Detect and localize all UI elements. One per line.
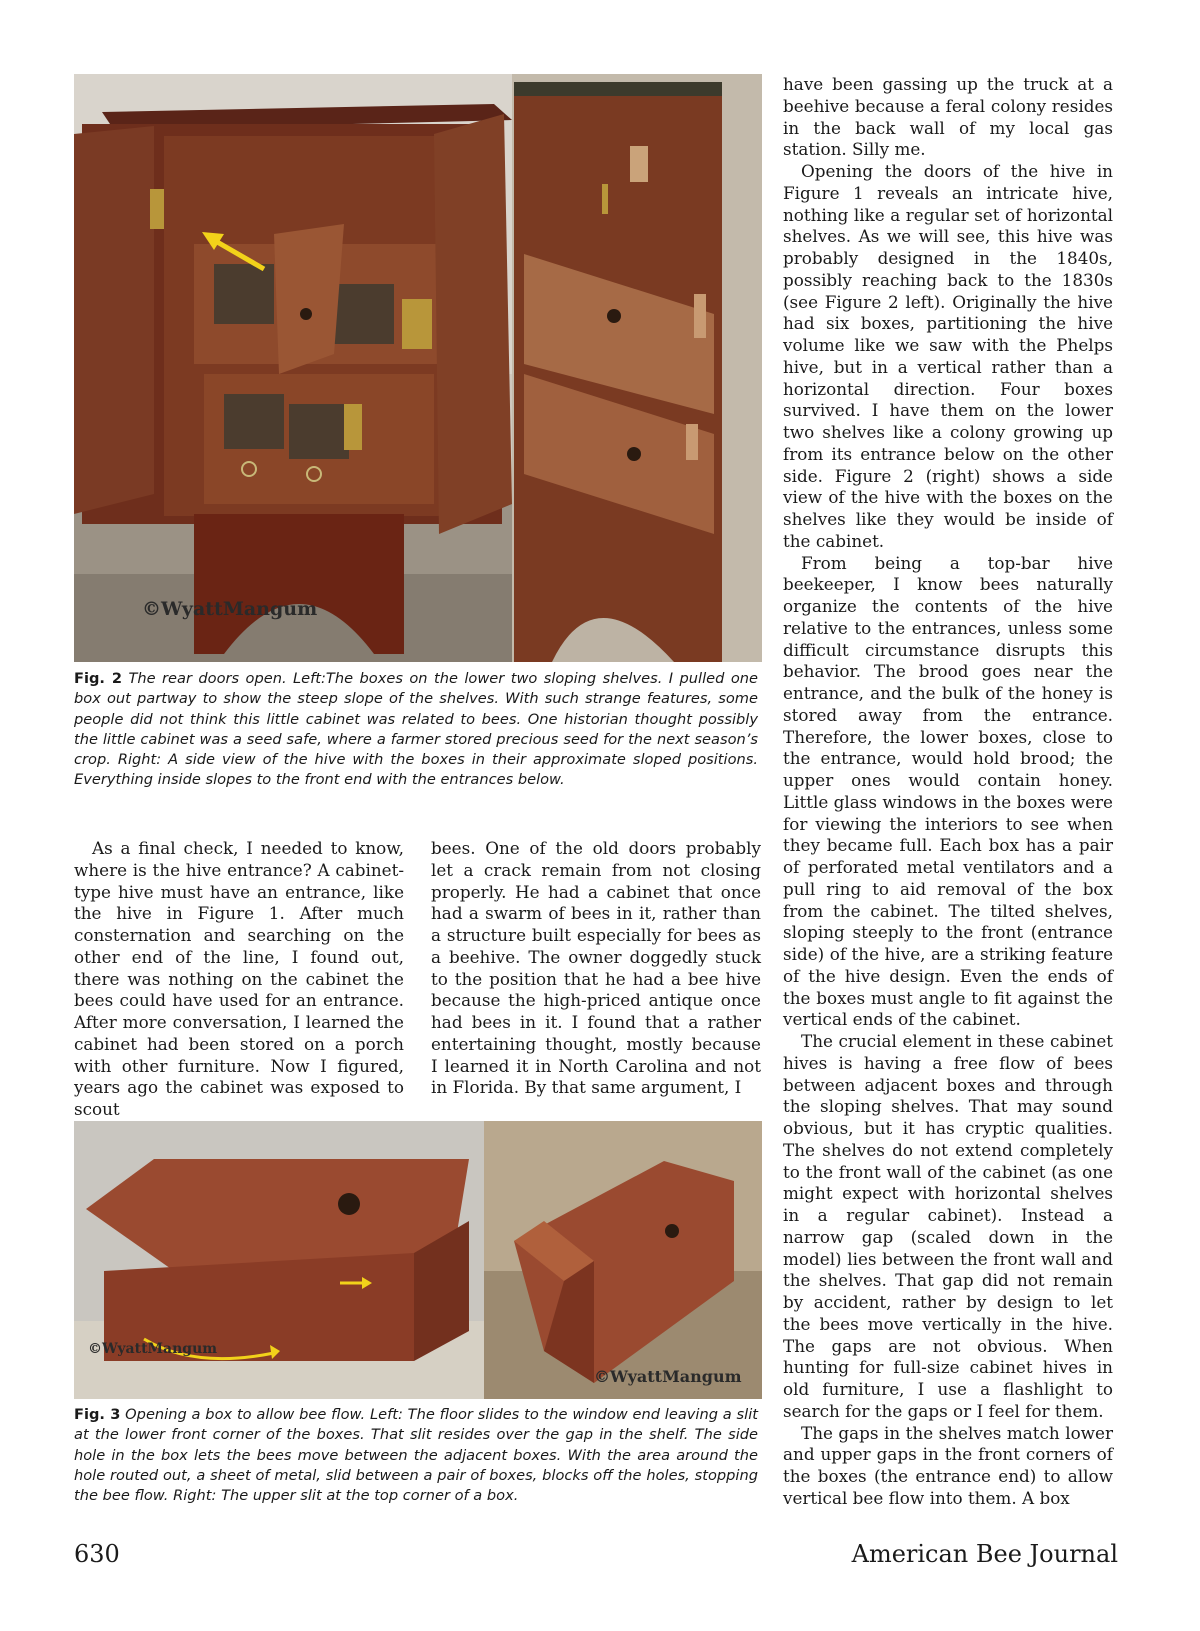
- figure-2-caption-label: Fig. 2: [74, 670, 122, 687]
- middle-column-paragraph: bees. One of the old doors probably let a crack remain from not closing properly. He had a cabinet that once had a swarm of bees in it, rather than a structure built especially for bees as a beehive. The owner doggedly stuck to the position that he had a bee hive because the high-priced antique once had bees in it. I found that a rather entertaining thought, mostly because I learned it in North Carolina and not in Florida. By that same argument, I: [431, 838, 761, 1098]
- figure-3-caption-text: Opening a box to allow bee flow. Left: The floor slides to the window end leaving a slit at the lower front corner of the boxes. That slit resides over the gap in the shelf. The side hole in the box lets the bees move between the adjacent boxes. With the area around the hole routed out, a sheet of metal, slid between a pair of boxes, blocks off the holes, stopping the bee flow. Right: The upper slit at the top corner of a box.: [74, 1406, 758, 1505]
- middle-column-text: [431, 838, 761, 1099]
- figure-3-caption: [74, 1405, 758, 1506]
- figure-2-photo: [74, 74, 762, 662]
- right-column-text: [783, 74, 1113, 1510]
- figure-3-watermark-right: ©WyattMangum: [594, 1367, 742, 1386]
- figure-3-watermark-left: ©WyattMangum: [88, 1341, 218, 1357]
- figure-3-image: [74, 1121, 762, 1399]
- figure-2-image: [74, 74, 762, 662]
- figure-2-caption: [74, 669, 758, 791]
- figure-2-watermark: ©WyattMangum: [142, 598, 318, 620]
- right-column-paragraph-4: The crucial element in these cabinet hives is having a free flow of bees between adjacent boxes and through the sloping shelves. That may sound obvious, but it has cryptic qualities. The shelves do not extend completely to the front wall of the cabinet (as one might expect with horizontal shelves in a regular cabinet). Instead a narrow gap (scaled down in the model) lies between the front wall and the shelves. That gap did not remain by accident, rather by design to let the bees move vertically in the hive. The gaps are not obvious. When hunting for full-size cabinet hives in old furniture, I use a flashlight to search for the gaps or I feel for them.: [783, 1031, 1113, 1421]
- right-column-paragraph-5: The gaps in the shelves match lower and upper gaps in the front corners of the boxes (the entrance end) to allow vertical bee flow into them. A box: [783, 1422, 1113, 1508]
- left-column-paragraph: As a final check, I needed to know, where is the hive entrance? A cabinet-type hive must have an entrance, like the hive in Figure 1. After much consternation and searching on the other end of the line, I found out, there was nothing on the cabinet the bees could have used for an entrance. After more conversation, I learned the cabinet had been stored on a porch with other furniture. Now I figured, years ago the cabinet was exposed to scout: [74, 838, 404, 1119]
- figure-2-caption-text: The rear doors open. Left:The boxes on the lower two sloping shelves. I pulled one box out partway to show the steep slope of the shelves. With such strange features, some people did not think this little cabinet was related to bees. One historian thought possibly the little cabinet was a seed safe, where a farmer stored precious seed for the next season’s crop. Right: A side view of the hive with the boxes in their approximate sloped positions. Everything inside slopes to the front end with the entrances below.: [74, 670, 758, 789]
- figure-3-photo: [74, 1121, 762, 1399]
- right-column-paragraph-3: From being a top-bar hive beekeeper, I know bees naturally organize the contents of the hive relative to the entrances, unless some difficult circumstance disrupts this behavior. The brood goes near the entrance, and the bulk of the honey is stored away from the entrance. Therefore, the lower boxes, close to the entrance, would hold brood; the upper ones would contain honey. Little glass windows in the boxes were for viewing the interiors to see when they became full. Each box has a pair of perforated metal ventilators and a pull ring to aid removal of the box from the cabinet. The tilted shelves, sloping steeply to the front (entrance side) of the hive, are a striking feature of the hive design. Even the ends of the boxes must angle to fit against the vertical ends of the cabinet.: [783, 552, 1113, 1030]
- left-column-text: [74, 838, 404, 1121]
- right-column-paragraph-1: have been gassing up the truck at a beehive because a feral colony resides in the back wall of my local gas station. Silly me.: [783, 74, 1113, 160]
- journal-name: American Bee Journal: [851, 1540, 1118, 1568]
- figure-3-caption-label: Fig. 3: [74, 1406, 121, 1423]
- right-column-paragraph-2: Opening the doors of the hive in Figure 1 reveals an intricate hive, nothing like a regular set of horizontal shelves. As we will see, this hive was probably designed in the 1840s, possibly reaching back to the 1830s (see Figure 2 left). Originally the hive had six boxes, partitioning the hive volume like we saw with the Phelps hive, but in a vertical rather than a horizontal direction. Four boxes survived. I have them on the lower two shelves like a colony growing up from its entrance below on the other side. Figure 2 (right) shows a side view of the hive with the boxes on the shelves like they would be inside of the cabinet.: [783, 161, 1113, 551]
- page-number: 630: [74, 1540, 120, 1568]
